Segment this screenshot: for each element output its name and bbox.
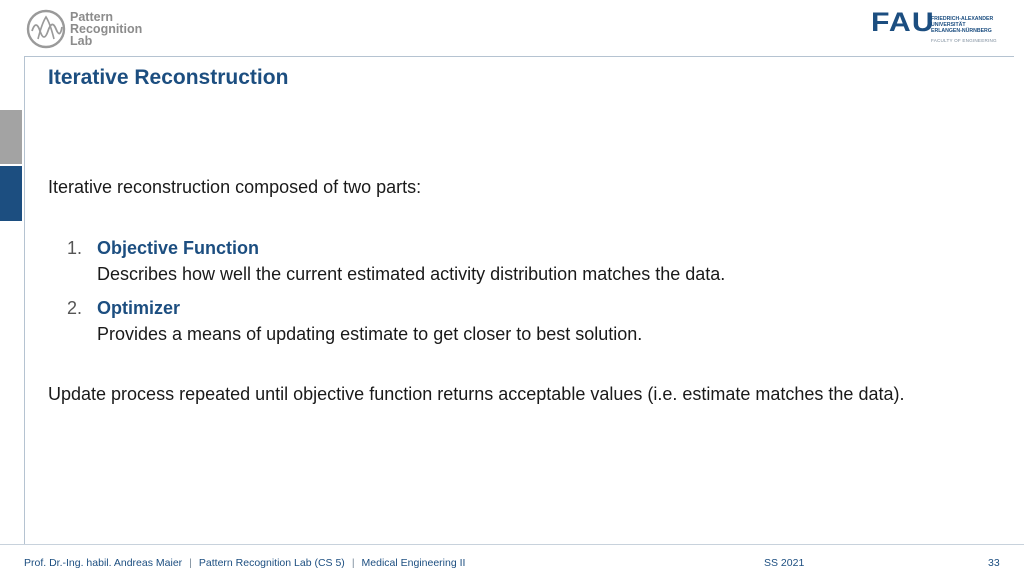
conclusion-text: Update process repeated until objective function returns acceptable values (i.e. estimate matches the data).	[48, 384, 905, 404]
lab-logo-text: Pattern Recognition Lab	[70, 10, 143, 48]
footer-credits	[24, 557, 465, 569]
footer-author: Prof. Dr.-Ing. habil. Andreas Maier	[24, 557, 183, 569]
footer-divider	[0, 544, 1024, 545]
pattern-recognition-lab-logo	[26, 9, 142, 49]
list-item-description: Describes how well the current estimated activity distribution matches the data.	[97, 264, 726, 284]
list-item-heading: Optimizer	[97, 298, 181, 318]
list-item-heading: Objective Function	[97, 238, 260, 258]
fau-university-name: FRIEDRICH-ALEXANDER UNIVERSITÄT ERLANGEN-NÜRNBERG	[931, 16, 994, 34]
intro-text: Iterative reconstruction composed of two parts:	[48, 177, 422, 197]
list-item-description: Provides a means of updating estimate to get closer to best solution.	[97, 324, 643, 344]
list-item	[67, 235, 967, 287]
list-item-number: 1.	[67, 238, 83, 258]
numbered-list	[67, 235, 967, 355]
lab-logo-icon	[26, 9, 66, 49]
footer-separator: |	[189, 557, 192, 569]
list-item-number: 2.	[67, 298, 83, 318]
footer-lab: Pattern Recognition Lab (CS 5)	[198, 557, 345, 569]
list-item	[67, 295, 967, 347]
side-marker-grey	[0, 110, 22, 164]
fau-wordmark: FAU	[871, 7, 935, 37]
footer-separator: |	[351, 557, 355, 569]
footer-semester: SS 2021	[764, 557, 805, 569]
footer-course: Medical Engineering II	[361, 557, 466, 569]
page-number: 33	[988, 557, 1000, 569]
side-marker-blue	[0, 166, 22, 221]
slide-title: Iterative Reconstruction	[48, 66, 289, 89]
fau-faculty-name: FACULTY OF ENGINEERING	[931, 38, 997, 43]
fau-logo	[871, 7, 997, 43]
